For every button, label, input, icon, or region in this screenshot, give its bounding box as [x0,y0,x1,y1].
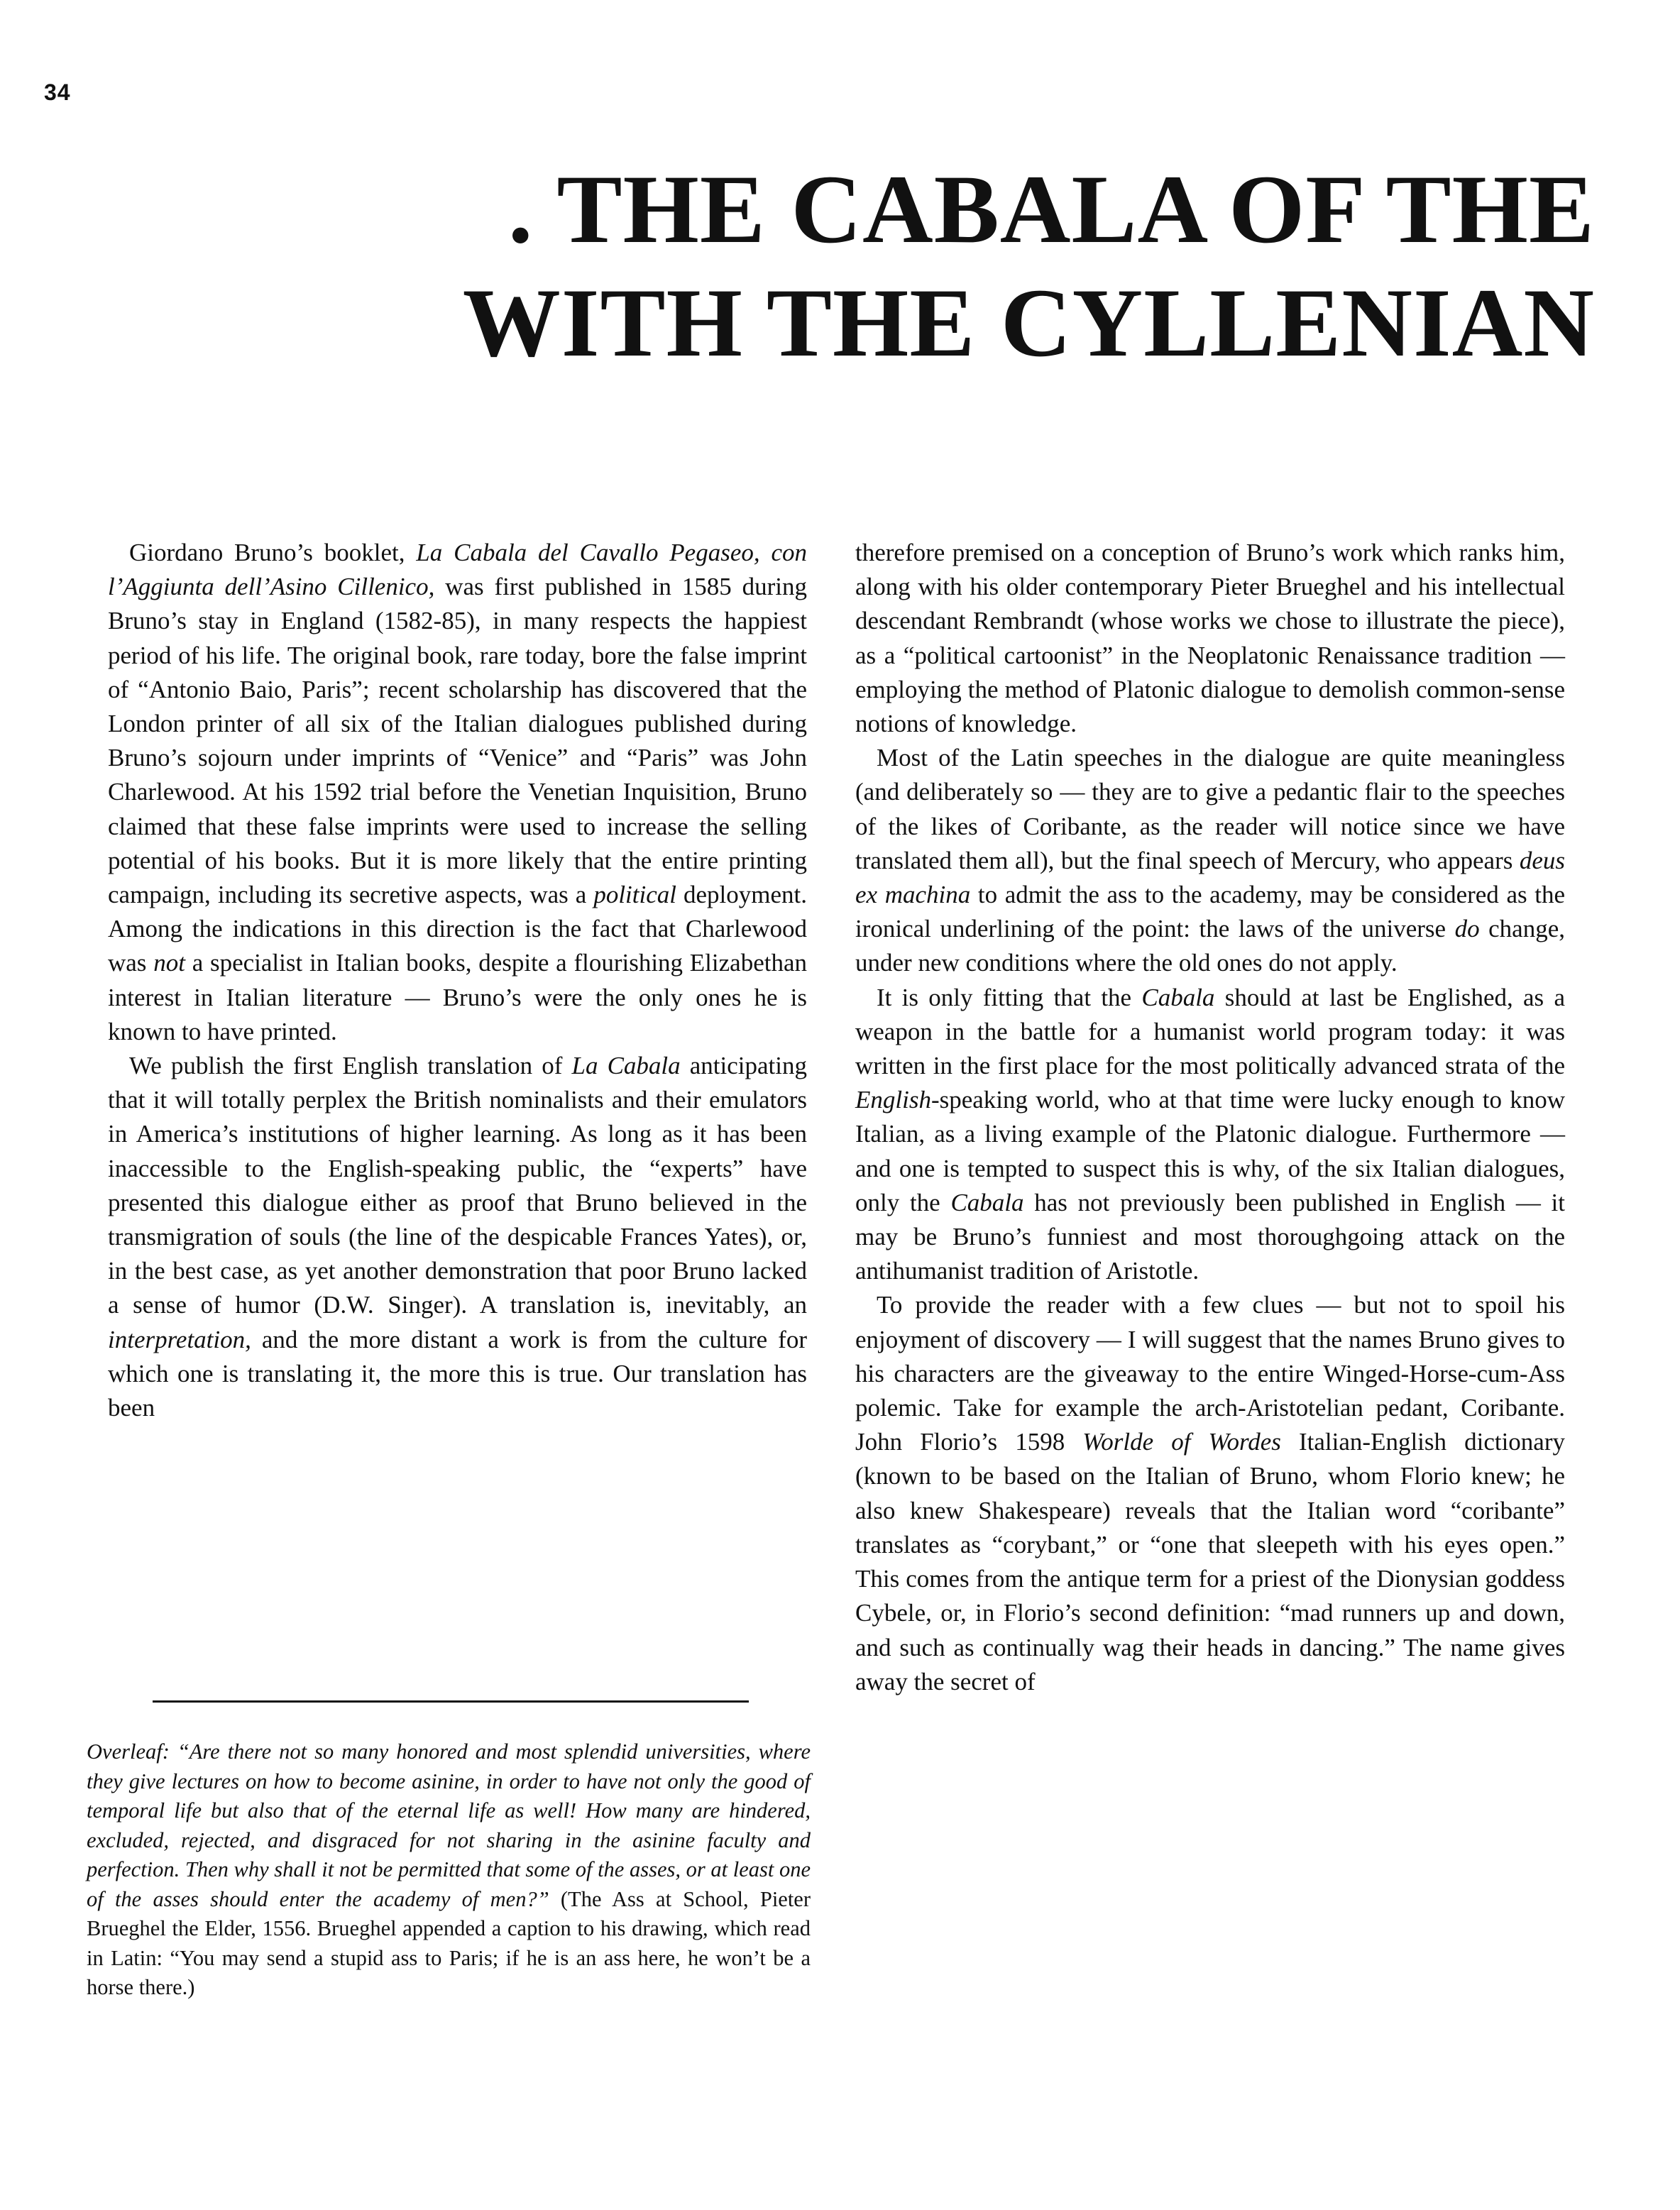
text-run: has not previously been published in English — it may be Bruno’s funniest and most thoroughgoing attack on the antihumanist tradition of Aristotle. [855,1188,1565,1285]
text-run: was first published in 1585 during Bruno’s stay in England (1582-85), in many respects the happiest period of his life. The original book, rare today, bore the false imprint of “Antonio Baio, Paris”; recent scholarship has discovered that the London printer of all six of the Italian dialogues published during Bruno’s sojourn under imprints of “Venice” and “Paris” was John Charlewood. At his 1592 trial before the Venetian Inquisition, Bruno claimed that these false imprints were used to increase the selling potential of his books. But it is more likely that the entire printing campaign, including its secretive aspects, was a [108,573,807,909]
text-run: to admit the ass to the academy, may be considered as the ironical underlining of the point: the laws of the universe [855,881,1565,943]
text-run: change, under new conditions where the old ones do not apply. [855,915,1565,977]
italic-emphasis: political [593,881,676,909]
text-run: Italian-English dictionary (known to be based on the Italian of Bruno, whom Florio knew; he also knew Shakespeare) reveals that the Italian word “coribante” translates as “corybant,” or “one that sleepeth with his eyes open.” This comes from the antique term for a priest of the Dionysian goddess Cybele, or, in Florio’s second definition: “mad runners up and down, and such as continually wag their heads in dancing.” The name gives away the secret of [855,1428,1566,1695]
italic-emphasis: interpretation, [108,1325,251,1353]
footnote-divider [153,1700,749,1703]
text-run: We publish the first English translation of [129,1052,572,1080]
caption-quote: Overleaf: “Are there not so many honored and most splendid universities, where they give lectures on how to become asinine, in order to have not only the good of temporal life but also that of the eternal life as well! How many are hindered, excluded, rejected, and disgraced for not sharing in the asinine faculty and perfection. Then why shall it not be permitted that some of the asses, or at least one of the asses should enter the academy of men?” [87,1739,811,1911]
text-run: a specialist in Italian books, despite a flourishing Elizabethan interest in Italian literature — Bruno’s were the only ones he is known to have printed. [108,949,807,1045]
italic-emphasis: do [1454,915,1480,943]
article-headline [246,153,1595,380]
text-run: To provide the reader with a few clues — but not to spoil his enjoyment of discovery — I will suggest that the names Bruno gives to his characters are the giveaway to the entire Winged-Horse-cum-Ass polemic. Take for example the arch-Aristotelian pedant, Coribante. John Florio’s 1598 [855,1291,1565,1456]
headline-line-1: . THE CABALA OF THE [507,155,1595,263]
paragraph [855,741,1565,980]
italic-title: Cabala [1141,983,1215,1011]
paragraph: therefore premised on a conception of Bruno’s work which ranks him, along with his older contemporary Pieter Brueghel and his intellectual descendant Rembrandt (whose works we chose to illustrate the piece), as a “political cartoonist” in the Neoplatonic Renaissance tradition — employing the method of Platonic dialogue to demolish common-sense notions of knowledge. [855,539,1565,738]
italic-title: La Cabala del Cavallo Pegaseo, con l’Aggiunta dell’Asino Cillenico, [108,539,807,601]
text-run: anticipating that it will totally perplex the British nominalists and their emulators in America’s institutions of higher learning. As long as it has been inaccessible to the English-speaking public, the “experts” have presented this dialogue either as proof that Bruno believed in the transmigration of souls (the line of the despicable Frances Yates), or, in the best case, as yet another demonstration that poor Bruno lacked a sense of humor (D.W. Singer). A translation is, inevitably, an [108,1052,807,1319]
text-run: deployment. Among the indications in this direction is the fact that Charlewood was [108,881,807,977]
text-run: and the more distant a work is from the culture for which one is translating it, the more this is true. Our translation has been [108,1325,807,1422]
right-column [855,536,1565,1699]
paragraph [108,1049,807,1425]
italic-title: Worlde of Wordes [1082,1428,1281,1456]
caption-credit: (The Ass at School, Pieter Brueghel the Elder, 1556. Brueghel appended a caption to his drawing, which read in Latin: “You may send a stupid ass to Paris; if he is an ass here, he won’t be a horse there.) [87,1886,811,1999]
italic-emphasis: not [153,949,185,977]
left-column [108,536,807,1425]
text-run: Giordano Bruno’s booklet, [129,539,417,566]
italic-emphasis: deus ex machina [855,846,1565,909]
text-run: It is only fitting that the [877,983,1142,1011]
italic-emphasis: English [855,1086,931,1114]
text-run: Most of the Latin speeches in the dialogue are quite meaningless (and deliberately so — they are to give a pedantic flair to the speeches of the likes of Coribante, as the reader will notice since we have translated them all), but the final speech of Mercury, who appears [855,744,1565,874]
caption-footnote [87,1737,811,2003]
headline-line-2: WITH THE CYLLENIAN [462,268,1595,377]
italic-title: La Cabala [571,1052,681,1080]
paragraph [855,1288,1565,1698]
paragraph [108,536,807,1049]
page-number: 34 [44,79,71,105]
paragraph [855,981,1565,1289]
italic-title: Cabala [950,1188,1024,1216]
text-run: should at last be Englished, as a weapon in the battle for a humanist world program today: it was written in the first place for the most politically advanced strata of the [855,983,1565,1080]
text-run: -speaking world, who at that time were lucky enough to know Italian, as a living example of the Platonic dialogue. Furthermore — and one is tempted to suspect this is why, of the six Italian dialogues, only the [855,1086,1565,1216]
